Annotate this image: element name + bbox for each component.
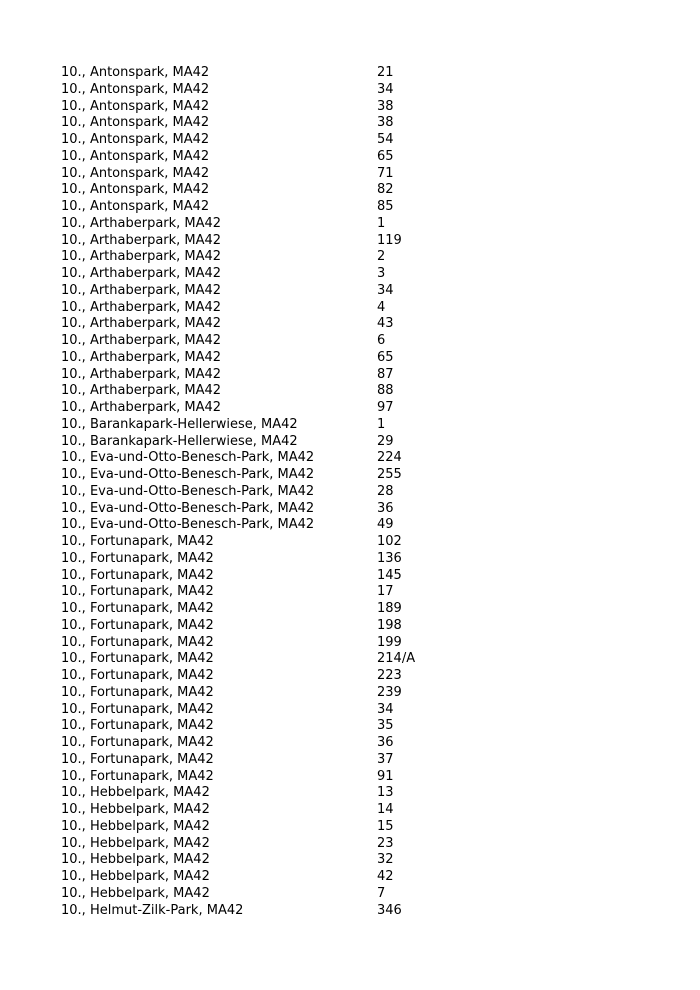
table-row (61, 584, 661, 601)
park-name-cell: 10., Arthaberpark, MA42 (61, 215, 222, 231)
number-cell: 88 (377, 383, 394, 399)
number-cell: 54 (377, 132, 394, 147)
number-cell: 15 (377, 818, 394, 834)
number-cell: 38 (377, 115, 394, 131)
park-name-cell: 10., Fortunapark, MA42 (61, 751, 214, 767)
table-row (61, 551, 661, 568)
number-cell: 65 (377, 349, 394, 365)
table-row (61, 149, 661, 166)
number-cell: 35 (377, 718, 394, 734)
table-row (61, 115, 661, 132)
park-name-cell: 10., Antonspark, MA42 (61, 199, 210, 214)
table-row (61, 65, 661, 82)
number-cell: 21 (377, 65, 394, 80)
number-cell: 17 (377, 584, 394, 600)
number-cell: 87 (377, 366, 394, 382)
park-name-cell: 10., Arthaberpark, MA42 (61, 282, 222, 298)
park-name-cell: 10., Arthaberpark, MA42 (61, 383, 222, 399)
number-cell: 145 (377, 567, 402, 583)
park-name-cell: 10., Barankapark-Hellerwiese, MA42 (61, 433, 298, 449)
table-row (61, 400, 661, 417)
table-row (61, 702, 661, 719)
table-row (61, 467, 661, 484)
table-row (61, 819, 661, 836)
table-row (61, 216, 661, 233)
number-cell: 34 (377, 701, 394, 717)
park-name-cell: 10., Arthaberpark, MA42 (61, 316, 222, 332)
table-row (61, 668, 661, 685)
table-row (61, 568, 661, 585)
number-cell: 189 (377, 601, 402, 616)
table-row (61, 484, 661, 501)
number-cell: 214/A (377, 651, 416, 667)
number-cell: 34 (377, 81, 394, 97)
park-name-cell: 10., Fortunapark, MA42 (61, 567, 214, 583)
table-row (61, 82, 661, 99)
number-cell: 13 (377, 785, 394, 801)
number-cell: 82 (377, 182, 394, 198)
park-name-cell: 10., Eva-und-Otto-Benesch-Park, MA42 (61, 517, 315, 533)
number-cell: 7 (377, 885, 386, 901)
table-row (61, 785, 661, 802)
park-name-cell: 10., Antonspark, MA42 (61, 115, 210, 131)
park-name-cell: 10., Fortunapark, MA42 (61, 684, 214, 700)
park-name-cell: 10., Arthaberpark, MA42 (61, 299, 222, 315)
table-row (61, 417, 661, 434)
table-row (61, 601, 661, 618)
number-cell: 32 (377, 852, 394, 868)
park-name-cell: 10., Fortunapark, MA42 (61, 634, 214, 650)
number-cell: 119 (377, 232, 402, 248)
table-row (61, 182, 661, 199)
table-row (61, 718, 661, 735)
park-name-cell: 10., Arthaberpark, MA42 (61, 400, 222, 415)
number-cell: 6 (377, 333, 386, 348)
table-row (61, 517, 661, 534)
number-cell: 42 (377, 869, 394, 884)
number-cell: 36 (377, 500, 394, 516)
table-row (61, 233, 661, 250)
number-cell: 255 (377, 467, 402, 482)
park-name-cell: 10., Helmut-Zilk-Park, MA42 (61, 902, 244, 918)
table-row (61, 249, 661, 266)
park-name-cell: 10., Antonspark, MA42 (61, 81, 210, 97)
table-row (61, 618, 661, 635)
table-row (61, 434, 661, 451)
table-row (61, 383, 661, 400)
park-name-cell: 10., Fortunapark, MA42 (61, 701, 214, 717)
number-cell: 2 (377, 249, 386, 265)
table-row (61, 769, 661, 786)
number-cell: 136 (377, 550, 402, 566)
number-cell: 23 (377, 835, 394, 851)
table-row (61, 886, 661, 903)
park-name-cell: 10., Antonspark, MA42 (61, 65, 210, 80)
park-name-cell: 10., Hebbelpark, MA42 (61, 785, 210, 801)
park-name-cell: 10., Fortunapark, MA42 (61, 768, 214, 784)
number-cell: 91 (377, 768, 394, 784)
park-name-cell: 10., Eva-und-Otto-Benesch-Park, MA42 (61, 483, 315, 499)
table-row (61, 367, 661, 384)
park-name-cell: 10., Arthaberpark, MA42 (61, 249, 222, 265)
number-cell: 223 (377, 668, 402, 683)
park-name-cell: 10., Arthaberpark, MA42 (61, 349, 222, 365)
park-name-cell: 10., Arthaberpark, MA42 (61, 366, 222, 382)
number-cell: 49 (377, 517, 394, 533)
park-name-cell: 10., Eva-und-Otto-Benesch-Park, MA42 (61, 450, 315, 466)
park-name-cell: 10., Fortunapark, MA42 (61, 534, 214, 549)
park-name-cell: 10., Fortunapark, MA42 (61, 617, 214, 633)
table-row (61, 903, 661, 920)
park-name-cell: 10., Fortunapark, MA42 (61, 651, 214, 667)
park-name-cell: 10., Eva-und-Otto-Benesch-Park, MA42 (61, 467, 315, 482)
table-row (61, 651, 661, 668)
table-row (61, 869, 661, 886)
number-cell: 4 (377, 299, 386, 315)
table-row (61, 99, 661, 116)
number-cell: 102 (377, 534, 402, 549)
park-name-cell: 10., Barankapark-Hellerwiese, MA42 (61, 416, 298, 432)
number-cell: 36 (377, 735, 394, 750)
park-name-cell: 10., Arthaberpark, MA42 (61, 232, 222, 248)
park-name-cell: 10., Arthaberpark, MA42 (61, 266, 222, 281)
table-row (61, 752, 661, 769)
number-cell: 38 (377, 98, 394, 114)
table-row (61, 132, 661, 149)
park-name-cell: 10., Antonspark, MA42 (61, 98, 210, 114)
park-name-cell: 10., Hebbelpark, MA42 (61, 835, 210, 851)
table-row (61, 316, 661, 333)
table-row (61, 635, 661, 652)
table-row (61, 534, 661, 551)
park-name-cell: 10., Antonspark, MA42 (61, 182, 210, 198)
park-name-cell: 10., Hebbelpark, MA42 (61, 802, 210, 817)
table-row (61, 300, 661, 317)
park-name-cell: 10., Antonspark, MA42 (61, 132, 210, 147)
number-cell: 198 (377, 617, 402, 633)
park-name-cell: 10., Fortunapark, MA42 (61, 601, 214, 616)
park-name-cell: 10., Fortunapark, MA42 (61, 584, 214, 600)
number-cell: 65 (377, 148, 394, 164)
number-cell: 1 (377, 215, 386, 231)
number-cell: 14 (377, 802, 394, 817)
number-cell: 97 (377, 400, 394, 415)
table-row (61, 266, 661, 283)
number-cell: 224 (377, 450, 402, 466)
number-cell: 85 (377, 199, 394, 214)
park-name-cell: 10., Hebbelpark, MA42 (61, 818, 210, 834)
number-cell: 1 (377, 416, 386, 432)
table-row (61, 450, 661, 467)
table-row (61, 802, 661, 819)
park-name-cell: 10., Fortunapark, MA42 (61, 718, 214, 734)
table-row (61, 333, 661, 350)
number-cell: 28 (377, 483, 394, 499)
number-cell: 239 (377, 684, 402, 700)
table-row (61, 501, 661, 518)
park-name-cell: 10., Antonspark, MA42 (61, 165, 210, 181)
park-name-cell: 10., Hebbelpark, MA42 (61, 869, 210, 884)
park-name-cell: 10., Fortunapark, MA42 (61, 550, 214, 566)
table-row (61, 836, 661, 853)
table-row (61, 166, 661, 183)
number-cell: 71 (377, 165, 394, 181)
number-cell: 199 (377, 634, 402, 650)
park-number-table (61, 65, 661, 919)
number-cell: 34 (377, 282, 394, 298)
table-row (61, 685, 661, 702)
park-name-cell: 10., Hebbelpark, MA42 (61, 852, 210, 868)
park-name-cell: 10., Hebbelpark, MA42 (61, 885, 210, 901)
park-name-cell: 10., Arthaberpark, MA42 (61, 333, 222, 348)
park-name-cell: 10., Fortunapark, MA42 (61, 735, 214, 750)
number-cell: 346 (377, 902, 402, 918)
park-name-cell: 10., Eva-und-Otto-Benesch-Park, MA42 (61, 500, 315, 516)
table-row (61, 350, 661, 367)
table-row (61, 283, 661, 300)
table-row (61, 735, 661, 752)
number-cell: 29 (377, 433, 394, 449)
park-name-cell: 10., Antonspark, MA42 (61, 148, 210, 164)
number-cell: 37 (377, 751, 394, 767)
table-row (61, 852, 661, 869)
number-cell: 43 (377, 316, 394, 332)
number-cell: 3 (377, 266, 386, 281)
table-row (61, 199, 661, 216)
park-name-cell: 10., Fortunapark, MA42 (61, 668, 214, 683)
